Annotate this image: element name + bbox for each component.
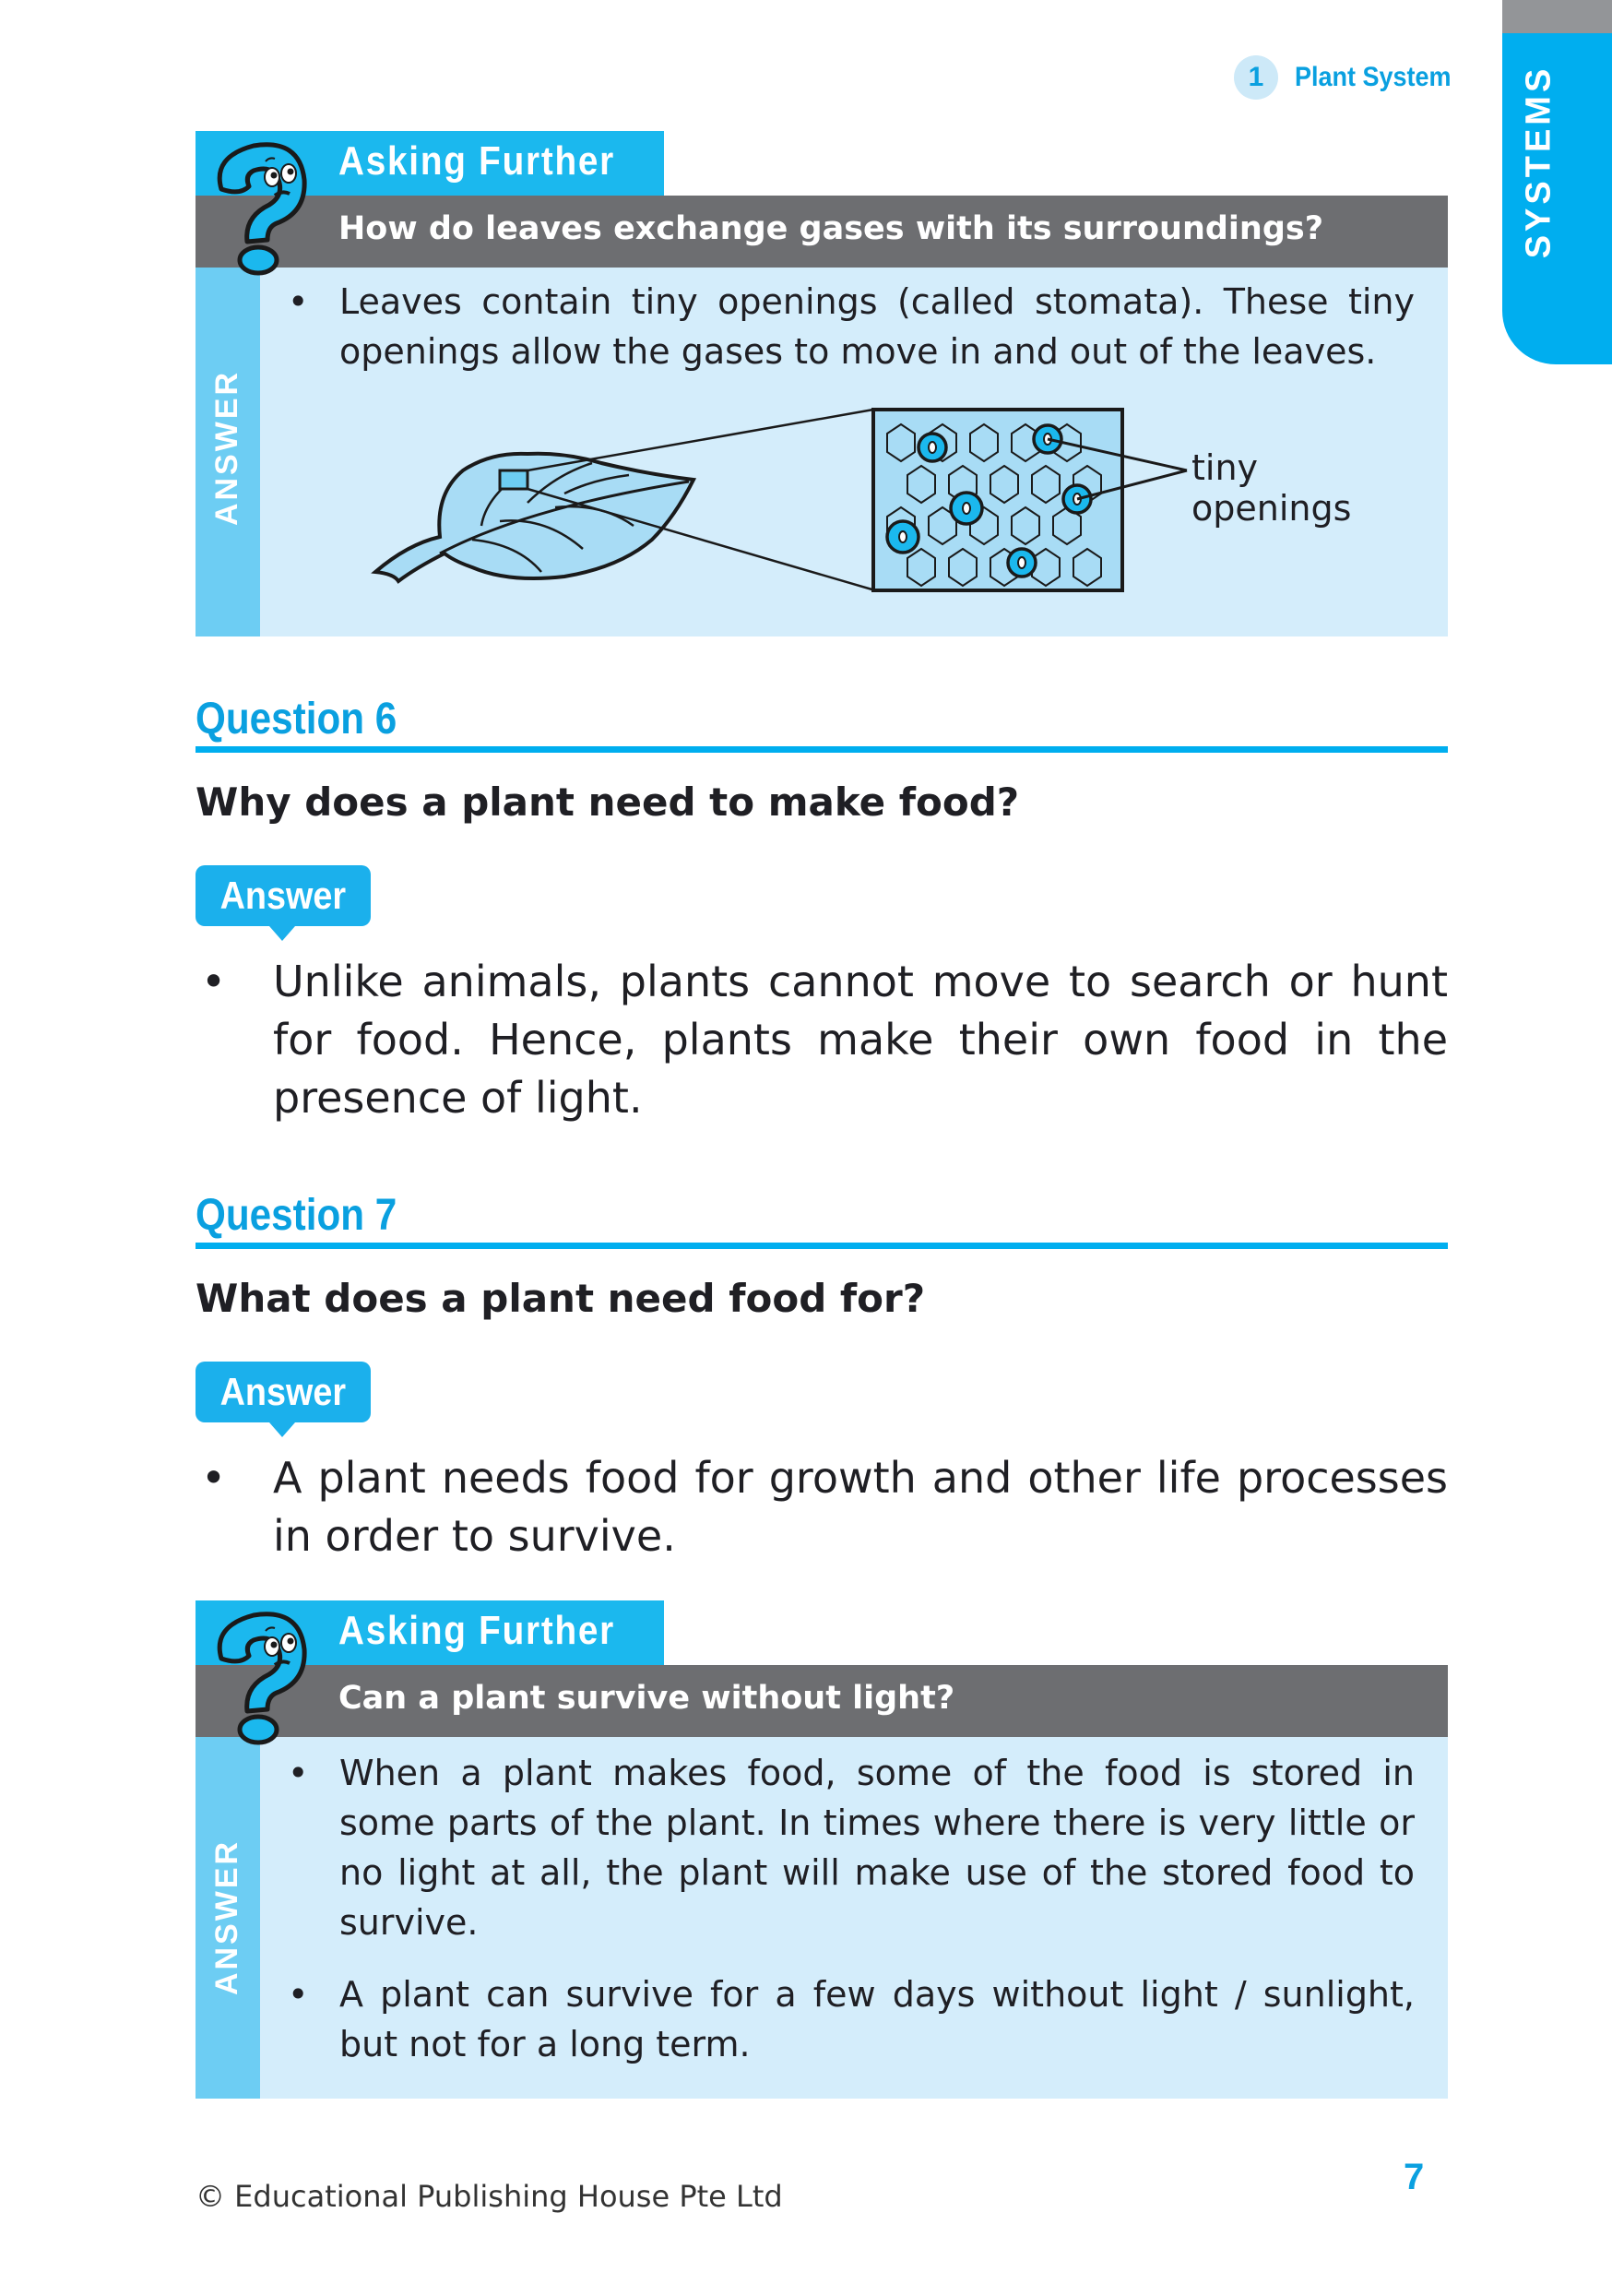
asking-further-answer-body	[196, 268, 1448, 636]
asking-further-answer-body	[196, 1737, 1448, 2099]
question-mark-mascot-icon	[203, 1608, 323, 1746]
answer-badge-label: Answer	[219, 1370, 347, 1413]
answer-bullet: • Unlike animals, plants cannot move to search or hunt for food. Hence, plants make their own food in the presence of light.	[196, 953, 1448, 1127]
side-tab-gray-cap	[1502, 0, 1612, 33]
answer-side-label	[196, 1783, 260, 2051]
answer-bullet: • Leaves contain tiny openings (called stomata). These tiny openings allow the gases to move in and out of the leaves.	[288, 277, 1415, 376]
chapter-header	[1234, 55, 1468, 100]
question-7-text: What does a plant need food for?	[196, 1276, 926, 1321]
copyright-footer: © Educational Publishing House Pte Ltd	[196, 2179, 783, 2214]
question-mark-mascot-icon	[203, 138, 323, 277]
question-7-heading	[196, 1190, 1448, 1249]
tiny-openings-label: tiny openings	[1191, 447, 1352, 529]
answer-side-label	[196, 314, 260, 581]
answer-bullet: • When a plant makes food, some of the food is stored in some parts of the plant. In times where there is very little or no light at all, the plant will make use of the stored food to survive.	[288, 1748, 1415, 1947]
answer-side-label-text: ANSWER	[209, 369, 245, 526]
chapter-side-tab-label	[1502, 33, 1612, 364]
asking-further-question: How do leaves exchange gases with its surroundings?	[338, 210, 1324, 247]
question-6-heading	[196, 694, 1448, 753]
asking-further-title: Asking Further	[338, 138, 616, 184]
leaf-stomata-diagram	[288, 406, 1422, 618]
answer-bullet-list	[288, 1748, 1415, 2069]
asking-further-question-bar	[196, 196, 1448, 268]
asking-further-question: Can a plant survive without light?	[338, 1680, 955, 1717]
answer-side-label-text: ANSWER	[209, 1838, 245, 1995]
asking-further-box-1	[196, 131, 1448, 636]
answer-badge-label: Answer	[219, 874, 347, 917]
asking-further-question-bar	[196, 1665, 1448, 1737]
asking-further-box-2	[196, 1600, 1448, 2099]
answer-bullet: • A plant can survive for a few days without light / sunlight, but not for a long term.	[288, 1969, 1415, 2069]
question-6-answer-list	[196, 953, 1448, 1127]
chapter-title: Plant System	[1295, 62, 1452, 92]
answer-bullet-list	[288, 277, 1415, 376]
question-6-text: Why does a plant need to make food?	[196, 779, 1020, 825]
side-tab-text: SYSTEMS	[1519, 65, 1559, 259]
answer-bullet: • A plant needs food for growth and other life processes in order to survive.	[196, 1449, 1448, 1565]
answer-badge	[196, 865, 371, 926]
asking-further-title: Asking Further	[338, 1608, 616, 1653]
question-6-heading-text: Question 6	[196, 695, 397, 744]
page-number: 7	[1404, 2157, 1425, 2197]
answer-badge	[196, 1362, 371, 1422]
question-7-heading-text: Question 7	[196, 1191, 397, 1240]
question-7-answer-list	[196, 1449, 1448, 1565]
chapter-number-badge: 1	[1234, 55, 1278, 100]
